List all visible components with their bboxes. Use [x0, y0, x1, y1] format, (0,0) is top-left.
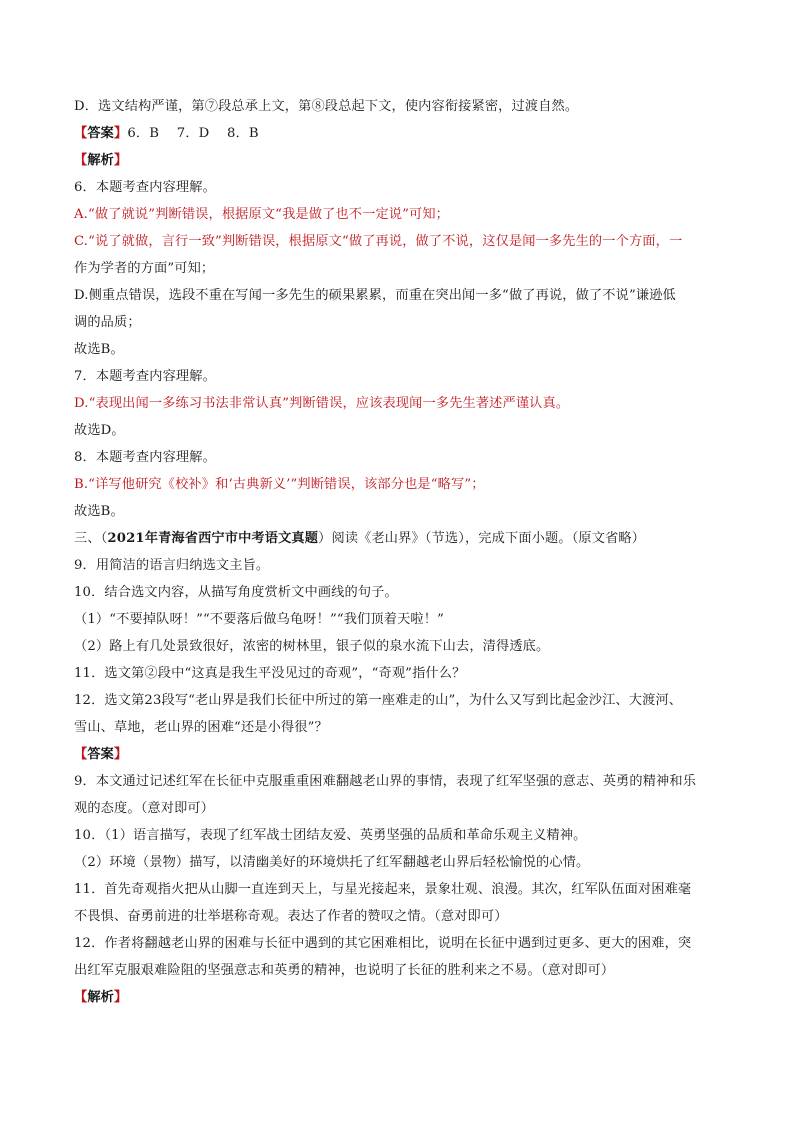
analysis-heading-2: [74, 984, 724, 1011]
q6-option-c: [74, 228, 724, 255]
q7-choice: [74, 417, 724, 444]
q10-sub1: [74, 606, 724, 633]
q10: [74, 579, 724, 606]
q6-option-c-cont: [74, 255, 724, 282]
document-page: [74, 93, 724, 1011]
q9: [74, 552, 724, 579]
a12: [74, 930, 724, 957]
text: 故选D。: [74, 423, 125, 438]
exam-source: 2021年青海省西宁市中考语文真题: [107, 531, 319, 546]
bracket-close: 】: [114, 153, 128, 168]
answer-values: 6．B 7．D 8．B: [127, 126, 259, 141]
analysis-label: 解析: [87, 990, 115, 1005]
a10-sub1: [74, 822, 724, 849]
a11: [74, 876, 724, 903]
text: 10．（1）语言描写，表现了红军战士团结友爱、英勇坚强的品质和革命乐观主义精神。: [74, 828, 587, 843]
q8-choice: [74, 498, 724, 525]
text: 12．作者将翻越老山界的困难与长征中遇到的其它困难相比，说明在长征中遇到过更多、更大的困难，突: [74, 936, 692, 951]
section-prefix: 三、（: [74, 531, 108, 546]
text: 8．本题考查内容理解。: [74, 450, 216, 465]
analysis-heading-1: [74, 147, 724, 174]
q6-intro: [74, 174, 724, 201]
text: 故选B。: [74, 504, 124, 519]
text: D.“表现出闻一多练习书法非常认真”判断错误，应该表现闻一多先生著述严谨认真。: [74, 396, 570, 411]
text: 故选B。: [74, 342, 124, 357]
section-suffix: ）阅读《老山界》（节选），完成下面小题。（原文省略）: [318, 531, 646, 546]
bracket-open: 【: [74, 990, 88, 1005]
a12-cont: [74, 957, 724, 984]
text: 作为学者的方面”可知；: [74, 261, 215, 276]
q12: [74, 687, 724, 714]
text: （1）“不要掉队呀！”“不要落后做乌龟呀！”“我们顶着天啦！”: [74, 612, 444, 627]
text: 出红军克服艰难险阻的坚强意志和英勇的精神，也说明了长征的胜利来之不易。（意对即可）: [74, 963, 615, 978]
text: 7．本题考查内容理解。: [74, 369, 216, 384]
text: 不畏惧、奋勇前进的壮举堪称奇观。表达了作者的赞叹之情。（意对即可）: [74, 909, 508, 924]
text: （2）路上有几处景致很好，浓密的树林里，银子似的泉水流下山去，清得透底。: [74, 639, 550, 654]
answer-label: 答案: [87, 747, 115, 762]
text: 雪山、草地，老山界的困难“还是小得很”？: [74, 720, 328, 735]
text: 9．本文通过记述红军在长征中克服重重困难翻越老山界的事情，表现了红军坚强的意志、英勇的精神和乐: [74, 774, 697, 789]
q8-option-b: [74, 471, 724, 498]
q6-choice: [74, 336, 724, 363]
q8-intro: [74, 444, 724, 471]
q7-intro: [74, 363, 724, 390]
bracket-close: 】: [114, 747, 128, 762]
text: 10．结合选文内容，从描写角度赏析文中画线的句子。: [74, 585, 398, 600]
a10-sub2: [74, 849, 724, 876]
text: 观的态度。（意对即可）: [74, 801, 215, 816]
text: 9．用简洁的语言归纳选文主旨。: [74, 558, 270, 573]
q6-option-d: [74, 282, 724, 309]
text: D.侧重点错误，选段不重在写闻一多先生的硕果累累，而重在突出闻一多“做了再说，做了不说”谦逊低: [74, 288, 676, 303]
text: 6．本题考查内容理解。: [74, 180, 216, 195]
text: 调的品质；: [74, 315, 141, 330]
q10-sub2: [74, 633, 724, 660]
section-three-heading: [74, 525, 724, 552]
bracket-open: 【: [74, 747, 88, 762]
q11: [74, 660, 724, 687]
text: （2）环境（景物）描写，以清幽美好的环境烘托了红军翻越老山界后轻松愉悦的心情。: [74, 855, 590, 870]
bracket-close: 】: [114, 990, 128, 1005]
q6-option-a: [74, 201, 724, 228]
q7-option-d: [74, 390, 724, 417]
text: D．选文结构严谨，第⑦段总承上文，第⑧段总起下文，使内容衔接紧密，过渡自然。: [74, 99, 579, 114]
a9-cont: [74, 795, 724, 822]
text: 12．选文第23段写“老山界是我们长征中所过的第一座难走的山”，为什么又写到比起金沙江、大渡河、: [74, 693, 683, 708]
analysis-label: 解析: [87, 153, 115, 168]
text: C.“说了就做，言行一致”判断错误，根据原文“做了再说，做了不说，这仅是闻一多先生的一个方面，一: [74, 234, 683, 249]
q12-cont: [74, 714, 724, 741]
answer-label: 答案: [87, 126, 115, 141]
answer-heading-2: [74, 741, 724, 768]
a11-cont: [74, 903, 724, 930]
text: 11．选文第②段中“这真是我生平没见过的奇观”，“奇观”指什么？: [74, 666, 466, 681]
text: A.“做了就说”判断错误，根据原文“我是做了也不一定说”可知；: [74, 207, 450, 222]
bracket-open: 【: [74, 153, 88, 168]
answer-line-1: [74, 120, 724, 147]
q6-option-d-cont: [74, 309, 724, 336]
option-d-line: [74, 93, 724, 120]
bracket-close: 】: [114, 126, 128, 141]
text: 11．首先奇观指火把从山脚一直连到天上，与星光接起来，景象壮观、浪漫。其次，红军队伍面对困难毫: [74, 882, 692, 897]
bracket-open: 【: [74, 126, 88, 141]
a9: [74, 768, 724, 795]
text: B.“详写他研究《校补》和‘古典新义’”判断错误，该部分也是“略写”；: [74, 477, 485, 492]
